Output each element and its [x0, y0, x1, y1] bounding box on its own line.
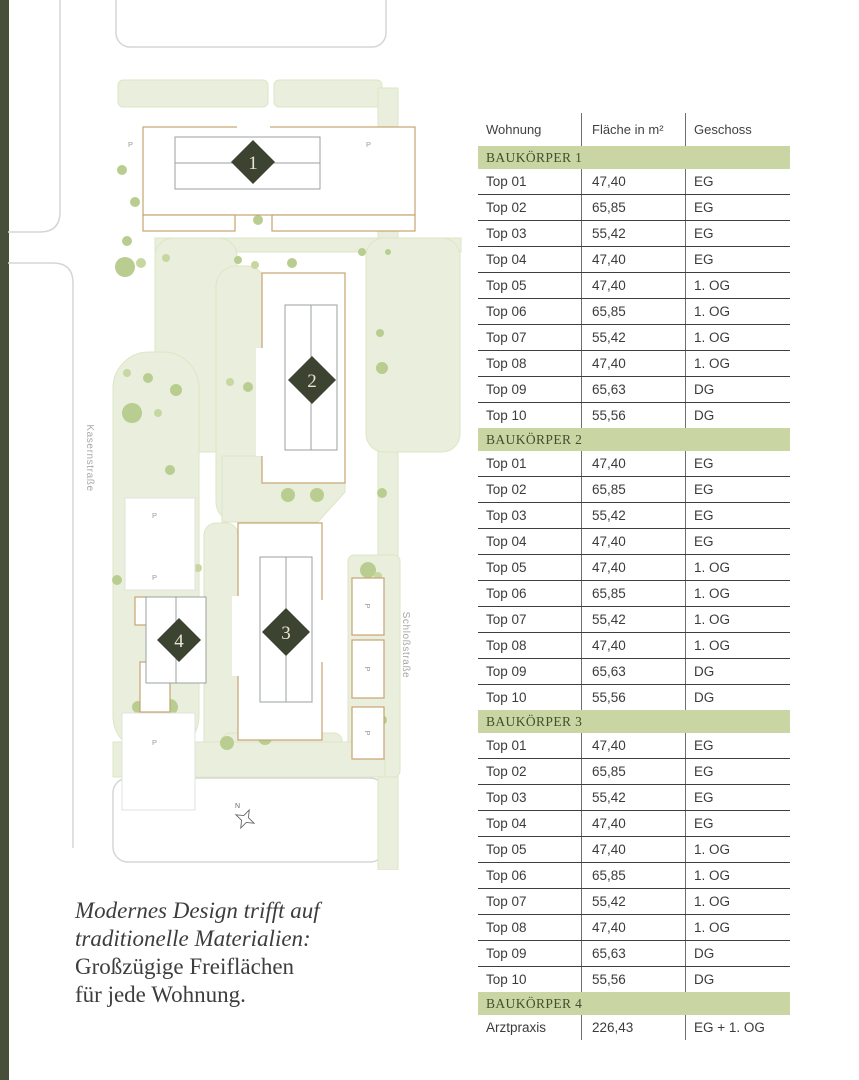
wohnung-cell: Top 08	[486, 638, 527, 653]
geschoss-cell: 1. OG	[685, 555, 790, 580]
geschoss-cell: EG	[685, 529, 790, 554]
table-row	[478, 169, 790, 194]
flaeche-cell: 47,40	[581, 351, 685, 376]
geschoss-cell: EG	[685, 221, 790, 246]
wohnung-cell: Top 07	[486, 330, 527, 345]
caption-line: traditionelle Materialien:	[75, 926, 311, 951]
building-1-number: 1	[248, 153, 258, 174]
apartment-table	[478, 113, 790, 1040]
flaeche-cell: 47,40	[581, 915, 685, 940]
flaeche-cell: 55,42	[581, 325, 685, 350]
table-row	[478, 376, 790, 402]
street-kasernstrasse-label: Kasernstraße	[84, 424, 95, 492]
parking-label: P	[152, 573, 158, 582]
geschoss-cell: EG	[685, 477, 790, 502]
geschoss-cell: EG	[685, 451, 790, 476]
street-corner-line	[8, 0, 60, 232]
flaeche-cell: 65,63	[581, 941, 685, 966]
table-row	[478, 476, 790, 502]
geschoss-cell: DG	[685, 967, 790, 992]
geschoss-cell: DG	[685, 659, 790, 684]
compass-north-label: N	[235, 803, 241, 810]
wohnung-cell: Top 08	[486, 356, 527, 371]
table-row	[478, 194, 790, 220]
geschoss-cell: EG	[685, 759, 790, 784]
flaeche-cell: 55,42	[581, 503, 685, 528]
wohnung-cell: Top 04	[486, 534, 527, 549]
flaeche-cell: 65,85	[581, 863, 685, 888]
geschoss-cell: 1. OG	[685, 273, 790, 298]
geschoss-cell: 1. OG	[685, 607, 790, 632]
flaeche-cell: 226,43	[581, 1015, 685, 1040]
wohnung-cell: Top 09	[486, 664, 527, 679]
wohnung-cell: Top 07	[486, 894, 527, 909]
wohnung-cell: Top 02	[486, 764, 527, 779]
wohnung-cell: Top 10	[486, 408, 527, 423]
table-row	[478, 888, 790, 914]
wohnung-cell: Top 07	[486, 612, 527, 627]
wohnung-cell: Top 01	[486, 174, 527, 189]
section-header: BAUKÖRPER 2	[478, 428, 790, 451]
geschoss-cell: 1. OG	[685, 889, 790, 914]
geschoss-cell: EG + 1. OG	[685, 1015, 790, 1040]
table-row	[478, 914, 790, 940]
building-1-footprint	[128, 121, 415, 231]
flaeche-cell: 65,85	[581, 581, 685, 606]
flaeche-cell: 65,85	[581, 477, 685, 502]
geschoss-cell: DG	[685, 685, 790, 710]
parking-label: P	[363, 603, 372, 609]
table-row	[478, 684, 790, 710]
geschoss-cell: EG	[685, 733, 790, 758]
table-row	[478, 966, 790, 992]
table-row	[478, 810, 790, 836]
column-header-geschoss: Geschoss	[685, 113, 790, 146]
caption-line: Modernes Design trifft auf	[75, 898, 320, 923]
wohnung-cell: Top 04	[486, 252, 527, 267]
table-row	[478, 758, 790, 784]
geschoss-cell: 1. OG	[685, 351, 790, 376]
table-row	[478, 580, 790, 606]
flaeche-cell: 55,42	[581, 785, 685, 810]
flaeche-cell: 47,40	[581, 273, 685, 298]
flaeche-cell: 55,42	[581, 607, 685, 632]
table-row	[478, 220, 790, 246]
geschoss-cell: EG	[685, 247, 790, 272]
table-row	[478, 940, 790, 966]
flaeche-cell: 55,56	[581, 967, 685, 992]
table-row	[478, 451, 790, 476]
flaeche-cell: 55,42	[581, 221, 685, 246]
wohnung-cell: Top 05	[486, 278, 527, 293]
caption-line: Großzügige Freiflächen	[75, 954, 295, 979]
table-row	[478, 554, 790, 580]
table-row	[478, 733, 790, 758]
street-schlossstrasse-label: Schloßstraße	[400, 611, 411, 679]
wohnung-cell: Top 10	[486, 972, 527, 987]
table-row	[478, 246, 790, 272]
column-header-flaeche: Fläche in m²	[581, 113, 685, 146]
geschoss-cell: 1. OG	[685, 325, 790, 350]
geschoss-cell: 1. OG	[685, 633, 790, 658]
table-row	[478, 528, 790, 554]
flaeche-cell: 47,40	[581, 555, 685, 580]
table-row	[478, 836, 790, 862]
site-west-boundary	[8, 263, 73, 848]
geschoss-cell: 1. OG	[685, 299, 790, 324]
neighbor-parcel-top	[116, 0, 386, 47]
compass-icon	[232, 803, 259, 832]
table-row	[478, 272, 790, 298]
table-row	[478, 862, 790, 888]
parking-label: P	[152, 511, 158, 520]
wohnung-cell: Top 09	[486, 946, 527, 961]
flaeche-cell: 55,56	[581, 403, 685, 428]
flaeche-cell: 65,63	[581, 659, 685, 684]
garage-row	[352, 578, 384, 759]
wohnung-cell: Top 01	[486, 738, 527, 753]
parking-label: P	[363, 666, 372, 672]
section-header: BAUKÖRPER 4	[478, 992, 790, 1015]
table-header-row	[478, 113, 790, 146]
table-row	[478, 606, 790, 632]
wohnung-cell: Top 06	[486, 868, 527, 883]
flaeche-cell: 55,56	[581, 685, 685, 710]
geschoss-cell: 1. OG	[685, 581, 790, 606]
table-row	[478, 502, 790, 528]
parking-label: P	[363, 730, 372, 736]
geschoss-cell: 1. OG	[685, 915, 790, 940]
wohnung-cell: Top 04	[486, 816, 527, 831]
flaeche-cell: 65,85	[581, 299, 685, 324]
table-row	[478, 402, 790, 428]
geschoss-cell: EG	[685, 195, 790, 220]
caption-line: für jede Wohnung.	[75, 982, 246, 1007]
flaeche-cell: 47,40	[581, 633, 685, 658]
geschoss-cell: DG	[685, 377, 790, 402]
geschoss-cell: EG	[685, 169, 790, 194]
wohnung-cell: Top 08	[486, 920, 527, 935]
flaeche-cell: 47,40	[581, 837, 685, 862]
site-plan	[0, 0, 470, 870]
parking-label: P	[128, 140, 134, 149]
geschoss-cell: 1. OG	[685, 863, 790, 888]
building-3-number: 3	[281, 623, 291, 644]
wohnung-cell: Top 05	[486, 842, 527, 857]
parking-label: P	[366, 140, 372, 149]
parking-label: P	[152, 738, 158, 747]
table-row	[478, 324, 790, 350]
wohnung-cell: Top 03	[486, 508, 527, 523]
flaeche-cell: 47,40	[581, 451, 685, 476]
flaeche-cell: 65,63	[581, 377, 685, 402]
wohnung-cell: Top 01	[486, 456, 527, 471]
wohnung-cell: Arztpraxis	[486, 1020, 547, 1035]
section-header: BAUKÖRPER 3	[478, 710, 790, 733]
flaeche-cell: 47,40	[581, 169, 685, 194]
flaeche-cell: 65,85	[581, 195, 685, 220]
geschoss-cell: EG	[685, 811, 790, 836]
geschoss-cell: DG	[685, 941, 790, 966]
flaeche-cell: 47,40	[581, 529, 685, 554]
column-header-wohnung: Wohnung	[486, 122, 542, 137]
table-row	[478, 1015, 790, 1040]
section-header: BAUKÖRPER 1	[478, 146, 790, 169]
wohnung-cell: Top 05	[486, 560, 527, 575]
geschoss-cell: 1. OG	[685, 837, 790, 862]
geschoss-cell: DG	[685, 403, 790, 428]
caption-block	[75, 897, 375, 1009]
wohnung-cell: Top 06	[486, 304, 527, 319]
table-row	[478, 658, 790, 684]
wohnung-cell: Top 06	[486, 586, 527, 601]
table-body	[478, 146, 790, 1040]
wohnung-cell: Top 02	[486, 482, 527, 497]
wohnung-cell: Top 03	[486, 790, 527, 805]
building-2-number: 2	[307, 371, 317, 392]
wohnung-cell: Top 02	[486, 200, 527, 215]
table-row	[478, 632, 790, 658]
wohnung-cell: Top 09	[486, 382, 527, 397]
wohnung-cell: Top 03	[486, 226, 527, 241]
flaeche-cell: 47,40	[581, 733, 685, 758]
flaeche-cell: 47,40	[581, 247, 685, 272]
flaeche-cell: 65,85	[581, 759, 685, 784]
geschoss-cell: EG	[685, 503, 790, 528]
table-row	[478, 784, 790, 810]
flaeche-cell: 47,40	[581, 811, 685, 836]
table-row	[478, 350, 790, 376]
building-4-number: 4	[174, 631, 184, 652]
geschoss-cell: EG	[685, 785, 790, 810]
table-row	[478, 298, 790, 324]
wohnung-cell: Top 10	[486, 690, 527, 705]
flaeche-cell: 55,42	[581, 889, 685, 914]
